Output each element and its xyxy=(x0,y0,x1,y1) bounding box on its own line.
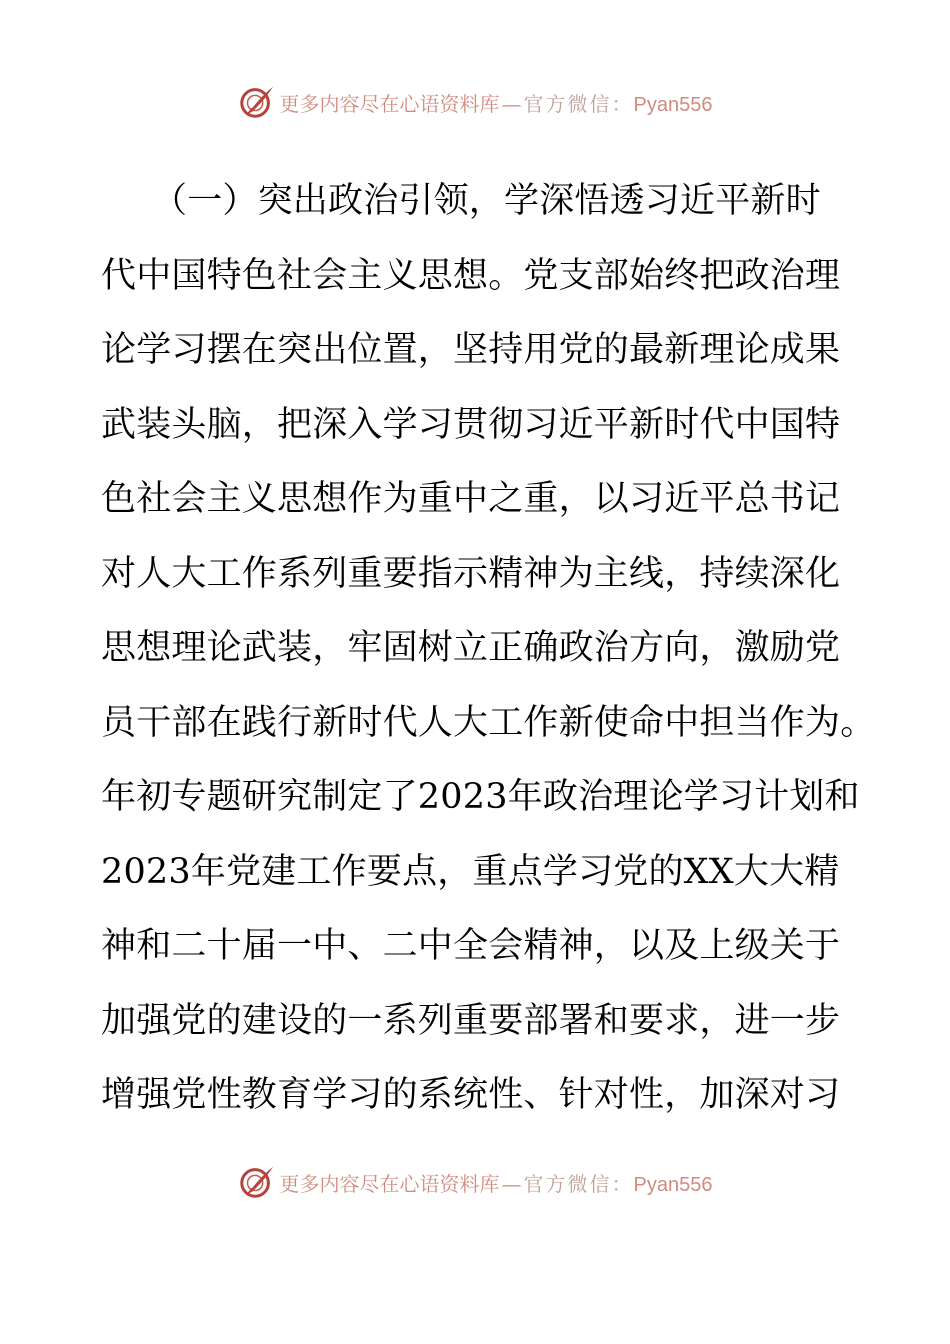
header-banner-account: Pyan556 xyxy=(633,93,713,116)
quill-logo-icon xyxy=(238,83,276,121)
header-watermark-banner xyxy=(0,80,950,124)
quill-logo-icon xyxy=(238,1163,276,1201)
body-line-3: 论学习摆在突出位置，坚持用党的最新理论成果 xyxy=(101,330,841,370)
body-line-4: 武装头脑，把深入学习贯彻习近平新时代中国特 xyxy=(101,404,841,445)
footer-watermark-banner xyxy=(0,1160,950,1204)
header-banner-slogan: 更多内容尽在心语资料库 xyxy=(279,91,500,116)
body-line-6: 对人大工作系列重要指示精神为主线，持续深化 xyxy=(101,553,841,594)
footer-banner-separator: — xyxy=(501,1171,522,1196)
body-line-10: 2023年党建工作要点，重点学习党的XX大大精 xyxy=(101,851,840,892)
body-line-7: 思想理论武装，牢固树立正确政治方向，激励党 xyxy=(101,628,841,668)
body-line-13: 增强党性教育学习的系统性、针对性，加深对习 xyxy=(101,1075,841,1115)
body-line-9: 年初专题研究制定了2023年政治理论学习计划和 xyxy=(101,777,860,817)
body-line-5: 色社会主义思想作为重中之重，以习近平总书记 xyxy=(101,479,841,519)
header-banner-text xyxy=(280,88,713,117)
header-banner-wechat-label: 官方微信： xyxy=(523,91,634,116)
footer-banner-wechat-label: 官方微信： xyxy=(523,1171,634,1196)
body-line-2: 代中国特色社会主义思想。党支部始终把政治理 xyxy=(101,255,841,296)
body-line-12: 加强党的建设的一系列重要部署和要求，进一步 xyxy=(101,1000,841,1041)
footer-banner-account: Pyan556 xyxy=(633,1173,713,1196)
document-body xyxy=(101,164,876,1133)
body-line-8: 员干部在践行新时代人大工作新使命中担当作为。 xyxy=(101,702,876,743)
body-line-11: 神和二十届一中、二中全会精神，以及上级关于 xyxy=(101,926,841,966)
header-banner-separator: — xyxy=(501,91,522,116)
footer-banner-text xyxy=(280,1168,713,1197)
body-line-1: （一）突出政治引领，学深悟透习近平新时 xyxy=(152,181,821,221)
footer-banner-slogan: 更多内容尽在心语资料库 xyxy=(279,1171,500,1196)
